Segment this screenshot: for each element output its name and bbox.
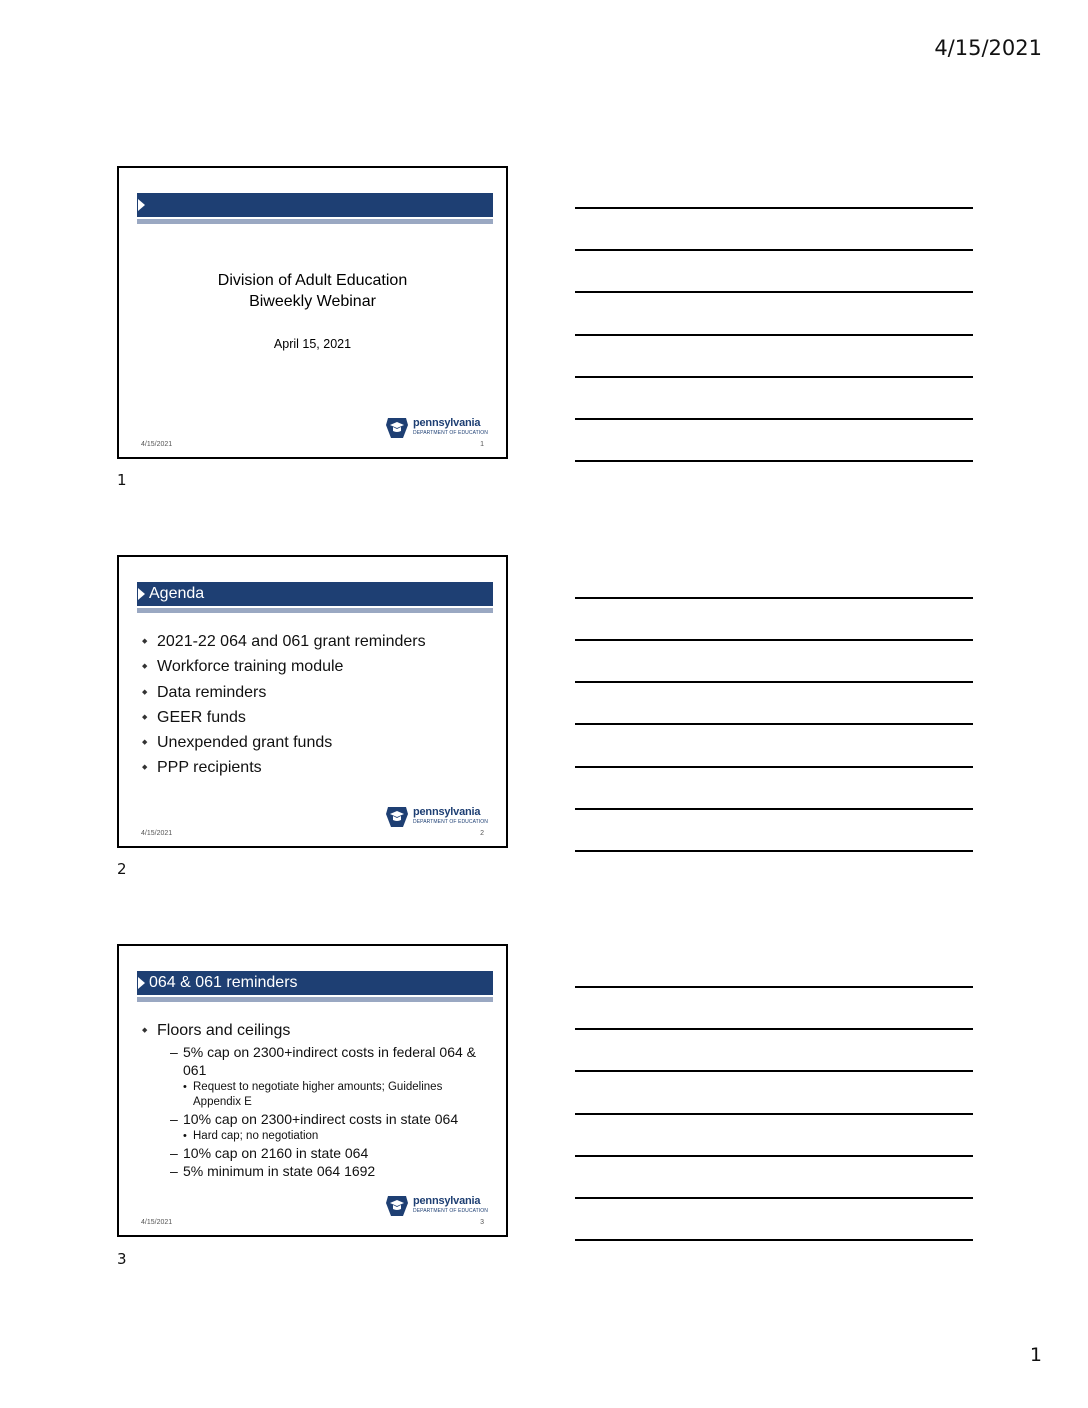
slide-footer-number: 3 (480, 1219, 484, 1226)
title-arrow-icon (138, 199, 145, 211)
notes-line (575, 334, 973, 336)
cover-title-line-2: Biweekly Webinar (249, 293, 376, 310)
list-item: ◆ Workforce training module (141, 654, 486, 679)
logo-subtitle: DEPARTMENT OF EDUCATION (413, 819, 488, 825)
list-subitem: – 5% minimum in state 064 1692 (141, 1162, 482, 1180)
list-subitem: – 10% cap on 2160 in state 064 (141, 1144, 482, 1162)
slide-index-label: 2 (117, 860, 127, 878)
slide-footer-number: 1 (480, 441, 484, 448)
pennsylvania-logo (385, 805, 487, 829)
notes-line (575, 681, 973, 683)
logo-wordmark: pennsylvania (413, 806, 481, 818)
logo-wordmark: pennsylvania (413, 417, 481, 429)
list-subitem: – 10% cap on 2300+indirect costs in state 064 (141, 1110, 482, 1128)
notes-line (575, 1113, 973, 1115)
slide-title: 064 & 061 reminders (149, 974, 298, 991)
slide-footer-date: 4/15/2021 (141, 441, 173, 448)
pennsylvania-logo (385, 1194, 487, 1218)
slide-footer-number: 2 (480, 830, 484, 837)
title-arrow-icon (138, 977, 145, 989)
list-item: ◆ Unexpended grant funds (141, 730, 486, 755)
list-item: ◆ GEER funds (141, 705, 486, 730)
page-header-date: 4/15/2021 (934, 36, 1042, 60)
slide-title-underline (137, 608, 493, 613)
list-item: ◆ PPP recipients (141, 755, 486, 780)
cover-date: April 15, 2021 (273, 337, 352, 351)
slide-title: Agenda (149, 585, 205, 602)
notes-line (575, 1028, 973, 1030)
keystone-icon (385, 416, 409, 440)
list-subsubitem: • Hard cap; no negotiation (141, 1129, 482, 1144)
cover-title (119, 270, 506, 312)
notes-line (575, 639, 973, 641)
notes-line (575, 986, 973, 988)
slide-thumbnail-2 (117, 555, 508, 848)
slide-footer-date: 4/15/2021 (141, 830, 173, 837)
notes-line (575, 1197, 973, 1199)
notes-line (575, 207, 973, 209)
notes-line (575, 249, 973, 251)
page-number: 1 (1029, 1344, 1042, 1366)
list-subitem: – 5% cap on 2300+indirect costs in federal 064 & 061 (141, 1043, 482, 1079)
notes-line (575, 291, 973, 293)
notes-line (575, 1155, 973, 1157)
notes-line (575, 376, 973, 378)
list-item: ◆ Data reminders (141, 680, 486, 705)
notes-line (575, 418, 973, 420)
agenda-list (141, 629, 486, 781)
notes-line (575, 460, 973, 462)
notes-line (575, 850, 973, 852)
slide-thumbnail-3 (117, 944, 508, 1237)
slide-index-label: 1 (117, 471, 127, 489)
list-item: ◆ 2021-22 064 and 061 grant reminders (141, 629, 486, 654)
slide-index-label: 3 (117, 1250, 127, 1268)
list-subsubitem: • Request to negotiate higher amounts; Guidelines Appendix E (141, 1080, 482, 1110)
notes-line (575, 1070, 973, 1072)
notes-line (575, 1239, 973, 1241)
keystone-icon (385, 805, 409, 829)
slide-thumbnail-1 (117, 166, 508, 459)
notes-line (575, 808, 973, 810)
notes-line (575, 597, 973, 599)
slide-title-underline (137, 997, 493, 1002)
cover-title-line-1: Division of Adult Education (217, 272, 408, 289)
slide-title-bar (137, 193, 493, 217)
logo-subtitle: DEPARTMENT OF EDUCATION (413, 430, 488, 436)
slide-title-underline (137, 219, 493, 224)
reminders-list (141, 1019, 482, 1180)
list-item: ◆ Floors and ceilings (141, 1019, 482, 1042)
title-arrow-icon (138, 588, 145, 600)
notes-line (575, 766, 973, 768)
notes-line (575, 723, 973, 725)
slide-footer-date: 4/15/2021 (141, 1219, 173, 1226)
logo-subtitle: DEPARTMENT OF EDUCATION (413, 1208, 488, 1214)
keystone-icon (385, 1194, 409, 1218)
logo-wordmark: pennsylvania (413, 1195, 481, 1207)
pennsylvania-logo (385, 416, 487, 440)
